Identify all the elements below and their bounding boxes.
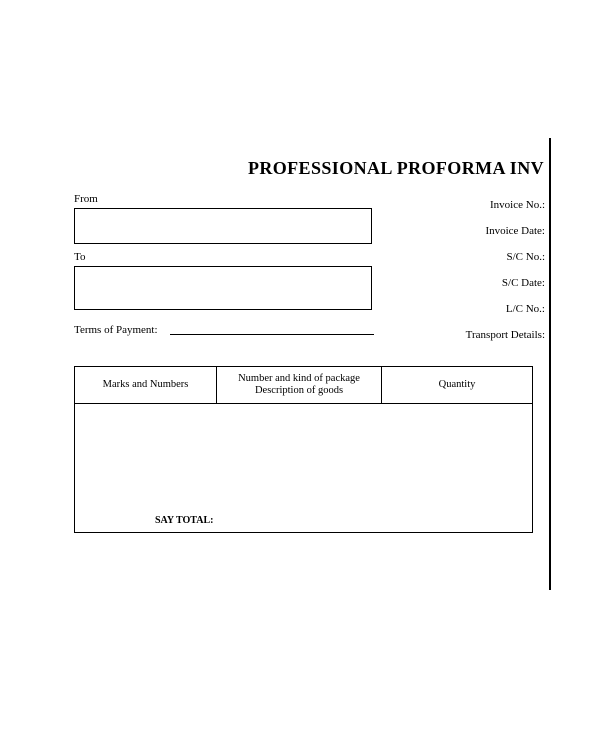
goods-table-header-row: [75, 367, 533, 404]
from-label: From: [74, 193, 98, 205]
terms-of-payment-row: [74, 322, 374, 336]
terms-of-payment-input[interactable]: [170, 322, 374, 335]
lc-no-label: L/C No.:: [505, 303, 545, 315]
goods-table-body-cell[interactable]: [75, 404, 533, 533]
to-label: To: [74, 251, 86, 263]
column-header-description: [217, 367, 382, 404]
say-total-row: [75, 515, 532, 532]
from-field[interactable]: [74, 208, 372, 244]
page-title: PROFESSIONAL PROFORMA INV: [247, 158, 544, 178]
transport-details-label: Transport Details:: [465, 329, 545, 341]
sender-recipient-block: [74, 192, 374, 336]
column-header-description-line1: Number and kind of package: [238, 373, 360, 384]
terms-of-payment-label: Terms of Payment:: [74, 324, 158, 336]
to-field[interactable]: [74, 266, 372, 310]
invoice-meta-block: [380, 192, 545, 348]
column-header-marks-and-numbers: Marks and Numbers: [75, 367, 217, 404]
sc-no-label: S/C No.:: [506, 251, 545, 263]
column-header-quantity: Quantity: [382, 367, 533, 404]
column-header-description-line2: Description of goods: [254, 385, 344, 396]
invoice-date-label: Invoice Date:: [485, 225, 545, 237]
say-total-label: SAY TOTAL:: [155, 515, 214, 526]
goods-table: [74, 366, 533, 533]
sc-date-label: S/C Date:: [501, 277, 545, 289]
invoice-no-label: Invoice No.:: [490, 199, 545, 211]
goods-table-body-row: [75, 404, 533, 533]
page-right-rule: [549, 138, 551, 590]
